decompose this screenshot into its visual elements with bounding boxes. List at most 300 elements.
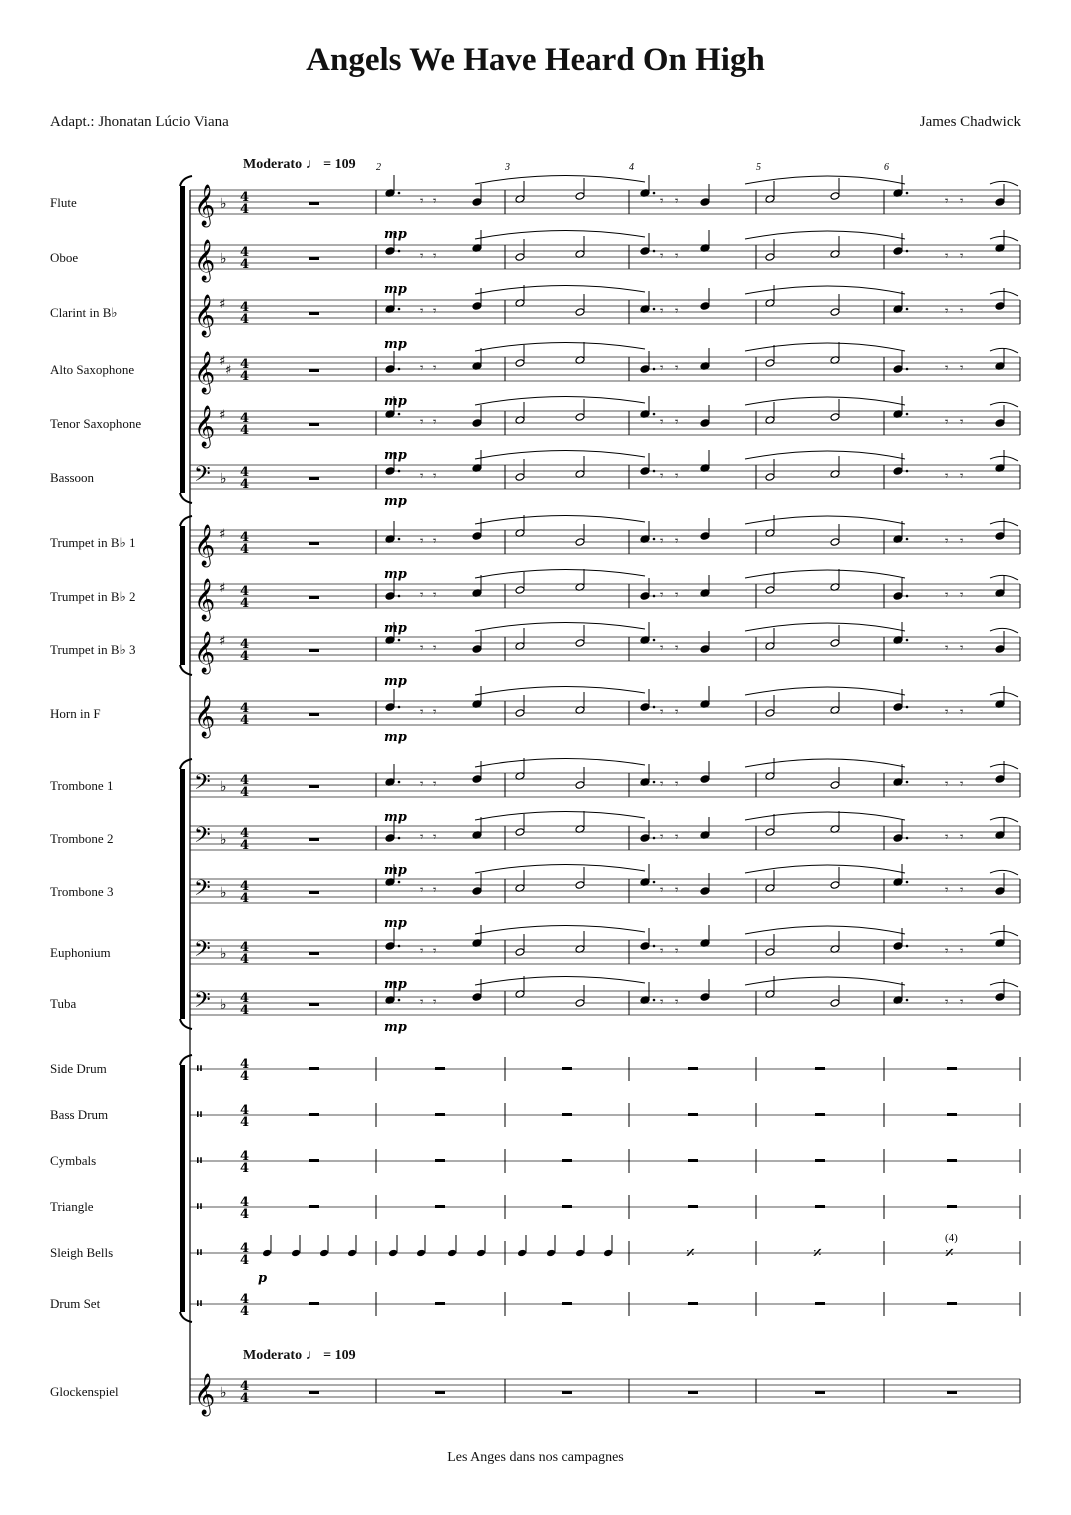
bass-clef-icon: 𝄢 [194,988,211,1018]
eighth-rest: 𝄾 [960,194,964,209]
eighth-rest: 𝄾 [945,705,949,720]
measure-number: 3 [505,162,510,173]
eighth-rest: 𝄾 [675,830,679,845]
measure-number: 5 [756,162,761,173]
time-signature-bottom: 4 [240,312,250,327]
whole-rest [815,1159,825,1162]
eighth-rest: 𝄾 [675,469,679,484]
half-note [515,586,525,595]
dynamic-mp: mp [384,810,407,825]
quarter-note [385,942,395,951]
dot [653,470,656,473]
half-note [830,639,840,648]
flat-icon: ♭ [220,251,227,267]
eighth-rest: 𝄾 [420,534,424,549]
whole-rest [309,1205,319,1208]
whole-rest [947,1159,957,1162]
quarter-note [472,198,482,207]
eighth-rest: 𝄾 [675,883,679,898]
whole-rest [309,1159,319,1162]
whole-rest [309,257,319,260]
quarter-note [476,1249,486,1258]
quarter-note [700,993,710,1002]
half-note [575,999,585,1008]
whole-rest [562,1391,572,1394]
dot [906,781,909,784]
eighth-rest: 𝄾 [945,641,949,656]
quarter-note [700,302,710,311]
instrument-label: Flute [50,195,77,210]
whole-rest [815,1067,825,1070]
slur [475,976,645,985]
eighth-rest: 𝄾 [675,415,679,430]
half-note [830,538,840,547]
time-signature-top: 4 [240,245,250,260]
instrument-label: Drum Set [50,1296,101,1311]
eighth-rest: 𝄾 [945,534,949,549]
eighth-rest: 𝄾 [675,249,679,264]
dot [653,538,656,541]
bass-clef-icon: 𝄢 [194,823,211,853]
dot [653,250,656,253]
quarter-note [893,365,903,374]
slur [475,925,645,934]
whole-rest [309,891,319,894]
quarter-note [995,302,1005,311]
eighth-rest: 𝄾 [420,588,424,603]
eighth-rest: 𝄾 [420,469,424,484]
treble-clef-icon: 𝄞 [194,295,216,336]
treble-clef-icon: 𝄞 [194,1374,216,1415]
sharp-icon: ♯ [225,363,232,378]
eighth-rest: 𝄾 [660,361,664,376]
quarter-note-icon: ♩ [305,1348,320,1363]
quarter-note [640,834,650,843]
instrument-label: Alto Saxophone [50,362,135,377]
eighth-rest: 𝄾 [660,415,664,430]
instrument-label: Trombone 3 [50,884,114,899]
quarter-note [472,645,482,654]
quarter-note [995,775,1005,784]
half-note [575,639,585,648]
quarter-note [472,532,482,541]
flat-icon: ♭ [220,997,227,1013]
quarter-note [893,703,903,712]
instrument-label: Horn in F [50,706,101,721]
eighth-rest: 𝄾 [433,944,437,959]
quarter-note [319,1249,329,1258]
time-signature-bottom: 4 [240,542,250,557]
half-note [830,881,840,890]
dynamic-mp: mp [384,337,407,352]
quarter-note [385,703,395,712]
half-note [575,192,585,201]
half-note [575,781,585,790]
eighth-rest: 𝄾 [945,361,949,376]
dot [653,881,656,884]
whole-rest [947,1302,957,1305]
flat-icon: ♭ [220,1385,227,1401]
whole-rest [435,1067,445,1070]
eighth-rest: 𝄾 [433,883,437,898]
dot [398,639,401,642]
slur [745,759,905,767]
quarter-note [700,645,710,654]
half-note [830,192,840,201]
eighth-rest: 𝄾 [433,705,437,720]
whole-rest [309,202,319,205]
half-note [515,253,525,262]
slur [745,687,905,695]
eighth-rest: 𝄾 [660,995,664,1010]
slur [475,285,645,294]
slur [745,623,905,631]
eighth-rest: 𝄾 [675,641,679,656]
dot [906,639,909,642]
whole-rest [309,542,319,545]
eighth-rest: 𝄾 [660,304,664,319]
bass-clef-icon: 𝄢 [194,937,211,967]
slur [745,343,905,351]
dynamic-mp: mp [384,494,407,509]
slur [475,230,645,239]
half-note [765,948,775,957]
half-note [830,781,840,790]
eighth-rest: 𝄾 [675,304,679,319]
quarter-note [472,993,482,1002]
time-signature-top: 4 [240,879,250,894]
time-signature-bottom: 4 [240,257,250,272]
dynamic-p: p [258,1271,268,1286]
group-bracket [180,769,185,1019]
quarter-note [995,532,1005,541]
half-note [830,308,840,317]
eighth-rest: 𝄾 [660,705,664,720]
eighth-rest: 𝄾 [433,194,437,209]
half-note [765,359,775,368]
measure-repeat-icon: 𝄎 [813,1243,822,1264]
time-signature-bottom: 4 [240,649,250,664]
time-signature-top: 4 [240,826,250,841]
quarter-note [385,834,395,843]
slur [475,175,645,184]
whole-rest [947,1205,957,1208]
eighth-rest: 𝄾 [945,883,949,898]
quarter-note [995,645,1005,654]
whole-rest [309,596,319,599]
eighth-rest: 𝄾 [960,249,964,264]
sharp-icon: ♯ [219,581,226,596]
sharp-icon: ♯ [219,297,226,312]
whole-rest [688,1302,698,1305]
whole-rest [562,1159,572,1162]
whole-rest [815,1302,825,1305]
instrument-label: Clarint in B♭ [50,305,118,320]
quarter-note [640,467,650,476]
quarter-note [640,942,650,951]
whole-rest [309,649,319,652]
eighth-rest: 𝄾 [945,249,949,264]
quarter-note [893,942,903,951]
half-note [575,538,585,547]
half-note [515,473,525,482]
percussion-clef-icon: 𝄥 [197,1059,202,1078]
eighth-rest: 𝄾 [433,830,437,845]
dot [906,706,909,709]
whole-rest [309,477,319,480]
bass-clef-icon: 𝄢 [194,876,211,906]
eighth-rest: 𝄾 [960,944,964,959]
dot [653,781,656,784]
measure-repeat-icon: 𝄎 [686,1243,695,1264]
eighth-rest: 𝄾 [433,361,437,376]
dynamic-mp: mp [384,621,407,636]
slur [475,811,645,820]
tempo-value: = 109 [323,157,356,172]
eighth-rest: 𝄾 [660,249,664,264]
eighth-rest: 𝄾 [420,777,424,792]
dynamic-mp: mp [384,674,407,689]
eighth-rest: 𝄾 [945,304,949,319]
dot [906,368,909,371]
slur [745,231,905,239]
dot [906,250,909,253]
quarter-note [893,467,903,476]
whole-rest [562,1302,572,1305]
eighth-rest: 𝄾 [420,641,424,656]
treble-clef-icon: 𝄞 [194,406,216,447]
quarter-note [385,467,395,476]
time-signature-bottom: 4 [240,202,250,217]
dot [653,368,656,371]
quarter-note [700,419,710,428]
eighth-rest: 𝄾 [960,995,964,1010]
quarter-note [640,703,650,712]
quarter-note [546,1249,556,1258]
slur [745,286,905,294]
slur [745,977,905,985]
time-signature-top: 4 [240,1241,250,1256]
tempo-word: Moderato [243,1348,303,1363]
whole-rest [947,1391,957,1394]
eighth-rest: 𝄾 [675,534,679,549]
time-signature-top: 4 [240,1379,250,1394]
dot [653,192,656,195]
dot [398,706,401,709]
eighth-rest: 𝄾 [960,361,964,376]
group-bracket [180,186,185,493]
dot [906,308,909,311]
half-note [765,828,775,837]
eighth-rest: 𝄾 [420,249,424,264]
whole-rest [562,1113,572,1116]
sharp-icon: ♯ [219,408,226,423]
time-signature-bottom: 4 [240,1161,250,1176]
time-signature-top: 4 [240,1103,250,1118]
dot [653,639,656,642]
dot [653,413,656,416]
eighth-rest: 𝄾 [433,534,437,549]
instrument-label: Trumpet in B♭ 2 [50,589,136,604]
sharp-icon: ♯ [219,527,226,542]
percussion-clef-icon: 𝄥 [197,1294,202,1313]
eighth-rest: 𝄾 [675,705,679,720]
time-signature-top: 4 [240,637,250,652]
eighth-rest: 𝄾 [675,777,679,792]
time-signature-top: 4 [240,411,250,426]
quarter-note [995,887,1005,896]
quarter-note [700,198,710,207]
slur [745,812,905,820]
half-note [575,308,585,317]
sharp-icon: ♯ [219,354,226,369]
repeat-count: (4) [945,1232,958,1244]
whole-rest [309,423,319,426]
whole-rest [435,1391,445,1394]
quarter-note [416,1249,426,1258]
measure-number: 2 [376,162,381,173]
instrument-label: Cymbals [50,1153,97,1168]
half-note [575,881,585,890]
dot [906,413,909,416]
dynamic-mp: mp [384,282,407,297]
slur [475,686,645,695]
half-note [515,828,525,837]
eighth-rest: 𝄾 [945,469,949,484]
quarter-note [700,887,710,896]
whole-rest [309,1067,319,1070]
quarter-note [603,1249,613,1258]
slur [475,758,645,767]
time-signature-bottom: 4 [240,1003,250,1018]
dot [398,470,401,473]
whole-rest [947,1067,957,1070]
dynamic-mp: mp [384,227,407,242]
dynamic-mp: mp [384,863,407,878]
instrument-label: Trombone 2 [50,831,114,846]
instrument-label: Tuba [50,996,77,1011]
time-signature-bottom: 4 [240,477,250,492]
half-note [575,413,585,422]
time-signature-bottom: 4 [240,952,250,967]
eighth-rest: 𝄾 [945,194,949,209]
eighth-rest: 𝄾 [675,361,679,376]
quarter-note [700,532,710,541]
eighth-rest: 𝄾 [433,469,437,484]
time-signature-bottom: 4 [240,1304,250,1319]
eighth-rest: 𝄾 [420,194,424,209]
quarter-note [893,592,903,601]
eighth-rest: 𝄾 [433,249,437,264]
dot [906,470,909,473]
slur [745,570,905,578]
slur [745,865,905,873]
dot [398,595,401,598]
eighth-rest: 𝄾 [420,304,424,319]
flat-icon: ♭ [220,832,227,848]
half-note [765,253,775,262]
time-signature-top: 4 [240,190,250,205]
flat-icon: ♭ [220,779,227,795]
whole-rest [562,1067,572,1070]
whole-rest [435,1113,445,1116]
quarter-note [385,365,395,374]
slur [745,397,905,405]
instrument-label: Oboe [50,250,79,265]
slur [475,864,645,873]
slur [475,396,645,405]
measure-number: 4 [629,162,634,173]
instrument-label: Side Drum [50,1061,107,1076]
eighth-rest: 𝄾 [960,588,964,603]
time-signature-bottom: 4 [240,785,250,800]
time-signature-top: 4 [240,1195,250,1210]
treble-clef-icon: 𝄞 [194,696,216,737]
flat-icon: ♭ [220,471,227,487]
composer-credit: James Chadwick [919,114,1021,130]
whole-rest [435,1205,445,1208]
eighth-rest: 𝄾 [960,469,964,484]
quarter-note [472,419,482,428]
whole-rest [688,1159,698,1162]
dot [653,999,656,1002]
dot [398,538,401,541]
dynamic-mp: mp [384,977,407,992]
whole-rest [688,1205,698,1208]
dynamic-mp: mp [384,394,407,409]
instrument-label: Bass Drum [50,1107,109,1122]
time-signature-bottom: 4 [240,891,250,906]
eighth-rest: 𝄾 [660,944,664,959]
time-signature-bottom: 4 [240,369,250,384]
eighth-rest: 𝄾 [945,830,949,845]
eighth-rest: 𝄾 [660,194,664,209]
quarter-note-icon: ♩ [305,157,320,172]
dot [653,945,656,948]
eighth-rest: 𝄾 [960,705,964,720]
whole-rest [688,1391,698,1394]
time-signature-bottom: 4 [240,423,250,438]
eighth-rest: 𝄾 [675,194,679,209]
half-note [515,948,525,957]
time-signature-bottom: 4 [240,1391,250,1406]
dot [653,837,656,840]
flat-icon: ♭ [220,196,227,212]
quarter-note [472,302,482,311]
eighth-rest: 𝄾 [660,534,664,549]
instrument-label: Glockenspiel [50,1384,119,1399]
half-note [765,709,775,718]
eighth-rest: 𝄾 [945,995,949,1010]
whole-rest [309,838,319,841]
quarter-note [700,775,710,784]
dot [398,881,401,884]
whole-rest [815,1205,825,1208]
flat-icon: ♭ [220,885,227,901]
dot [398,837,401,840]
dot [906,881,909,884]
eighth-rest: 𝄾 [945,588,949,603]
quarter-note [893,247,903,256]
dot [398,945,401,948]
instrument-label: Trumpet in B♭ 1 [50,535,136,550]
time-signature-bottom: 4 [240,838,250,853]
dot [398,192,401,195]
dynamic-mp: mp [384,1020,407,1035]
whole-rest [309,952,319,955]
quarter-note [640,365,650,374]
quarter-note [995,198,1005,207]
